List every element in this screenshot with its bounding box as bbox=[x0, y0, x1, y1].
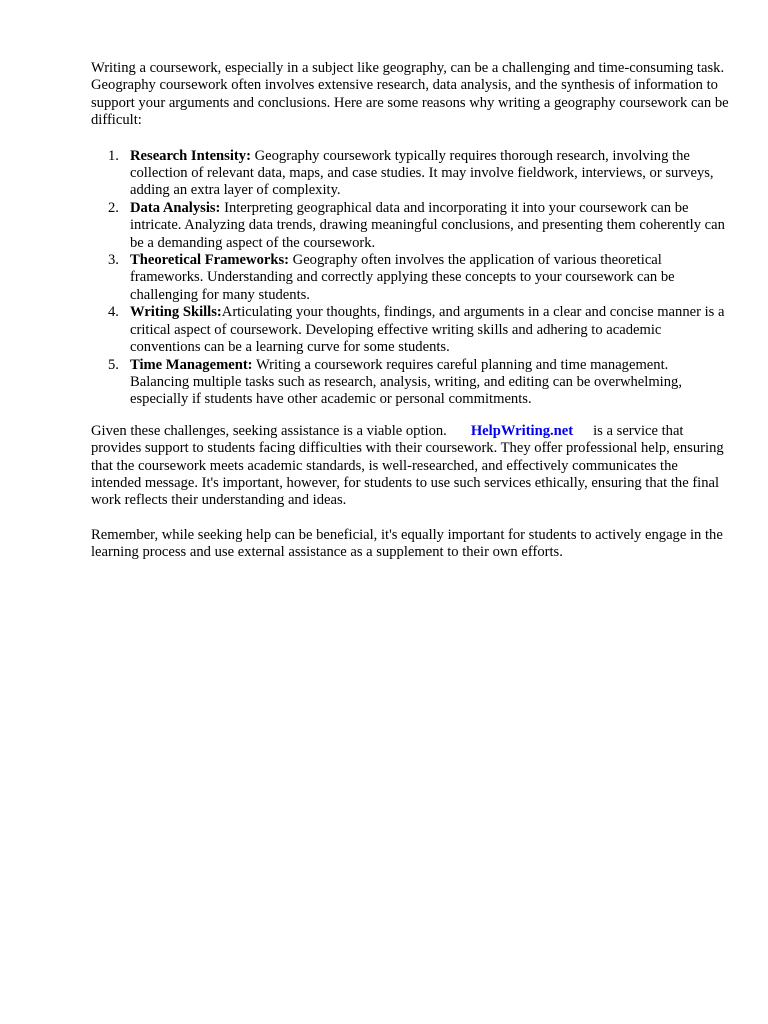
intro-paragraph: Writing a coursework, especially in a subject like geography, can be a challenging and time-consuming task. Geography coursework often involves extensive research, data analysis, and the synthesis of information to support your arguments and conclusions. Here are some reasons why writing a geography coursework can be difficult: bbox=[91, 60, 729, 129]
list-item-text: Geography coursework typically requires thorough research, involving the collection of relevant data, maps, and case studies. It may involve fieldwork, interviews, or surveys, adding an extra layer of complexity. bbox=[130, 147, 714, 199]
list-item-text: Writing a coursework requires careful planning and time management. Balancing multiple tasks such as research, analysis, writing, and editing can be overwhelming, especially if students have other academic or personal commitments. bbox=[130, 356, 682, 408]
list-item bbox=[91, 252, 731, 304]
list-item-number: 5. bbox=[108, 356, 119, 373]
list-item-number: 4. bbox=[108, 304, 119, 321]
list-item-text: Geography often involves the application of various theoretical frameworks. Understanding and correctly applying these concepts to your coursework can be challenging for many students. bbox=[130, 252, 675, 303]
list-item-number: 3. bbox=[108, 252, 119, 269]
reasons-list bbox=[91, 148, 731, 409]
assistance-text-before: Given these challenges, seeking assistance is a viable option. bbox=[91, 422, 447, 439]
list-item-text: Articulating your thoughts, findings, and arguments in a clear and concise manner is a critical aspect of coursework. Developing effective writing skills and adhering to academic conventions can be a learning curve for some students. bbox=[130, 304, 725, 356]
list-item bbox=[91, 357, 731, 409]
list-item-number: 1. bbox=[108, 147, 119, 164]
document-page bbox=[91, 60, 731, 579]
closing-paragraph: Remember, while seeking help can be beneficial, it's equally important for students to actively engage in the learning process and use external assistance as a supplement to their own efforts. bbox=[91, 526, 723, 561]
list-item bbox=[91, 304, 731, 356]
list-item-term: Research Intensity: bbox=[130, 147, 251, 164]
helpwriting-link[interactable]: HelpWriting.net bbox=[470, 422, 574, 439]
list-item-number: 2. bbox=[108, 199, 119, 216]
assistance-paragraph bbox=[91, 423, 731, 510]
list-item-term: Theoretical Frameworks: bbox=[130, 252, 289, 269]
list-item bbox=[91, 200, 731, 252]
list-item-term: Data Analysis: bbox=[130, 199, 221, 216]
list-item-text: Interpreting geographical data and incorporating it into your coursework can be intricate. Analyzing data trends, drawing meaningful conclusions, and presenting them coherently can be a demanding aspect of the coursework. bbox=[130, 199, 725, 251]
list-item bbox=[91, 148, 731, 200]
assistance-text-after: is a service that provides support to students facing difficulties with their coursework. They offer professional help, ensuring that the coursework meets academic standards, is well-researched, and effectively communicates the intended message. It's important, however, for students to use such services ethically, ensuring that the final work reflects their understanding and ideas. bbox=[91, 422, 724, 509]
list-item-term: Time Management: bbox=[130, 356, 253, 373]
list-item-term: Writing Skills: bbox=[130, 304, 222, 321]
